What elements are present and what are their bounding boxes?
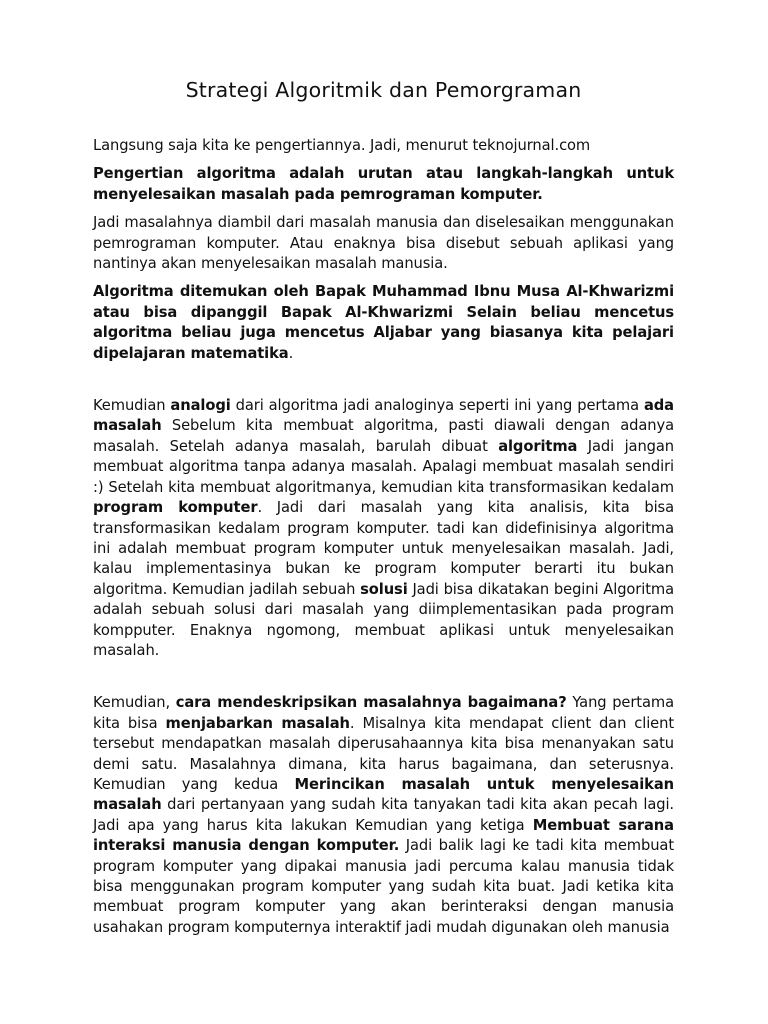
bold-text-run: algoritma	[498, 437, 578, 455]
document-body	[93, 136, 674, 938]
bold-text-run: Algoritma ditemukan oleh Bapak Muhammad Ibnu Musa Al-Khwarizmi atau bisa dipanggil Bapak Al-Khwarizmi Selain beliau mencetus algoritma beliau juga mencetus Aljabar yang biasanya kita pelajari dipelajaran matematika	[93, 283, 674, 362]
text-run: Jadi jangan membuat algoritma tanpa adanya masalah. Apalagi membuat masalah sendiri :) Setelah kita membuat algoritmanya, kemudian kita transformasikan kedalam	[93, 437, 674, 496]
text-run: .	[288, 344, 294, 362]
bold-text-run: cara mendeskripsikan masalahnya bagaimana?	[175, 694, 567, 712]
text-run: Yang pertama kita bisa	[93, 694, 674, 732]
paragraph-problem	[93, 213, 674, 274]
text-run: dari pertanyaan yang sudah kita tanyakan tadi kita akan pecah lagi. Jadi apa yang harus kita lakukan Kemudian yang ketiga	[93, 796, 674, 834]
paragraph-history	[93, 282, 674, 364]
text-run: Sebelum kita membuat algoritma, pasti diawali dengan adanya masalah. Setelah adanya masalah, barulah dibuat	[93, 417, 674, 455]
text-run: Kemudian	[93, 397, 171, 415]
text-run: . Jadi dari masalah yang kita analisis, kita bisa transformasikan kedalam program komputer. tadi kan didefinisinya algoritma ini adalah membuat program komputer untuk menyelesaikan masalah. Jadi, kalau implementasinya bukan ke program komputer berarti itu bukan algoritma. Kemudian jadilah sebuah	[93, 499, 675, 598]
bold-text-run: Membuat sarana interaksi manusia dengan komputer.	[93, 816, 674, 855]
paragraph-deskripsi	[93, 693, 674, 938]
text-run: Jadi balik lagi ke tadi kita membuat program komputer yang dipakai manusia jadi percuma kalau manusia tidak bisa menggunakan program komputer yang sudah kita buat. Jadi ketika kita membuat program komputer yang akan berinteraksi dengan manusia usahakan program komputernya interaktif jadi mudah digunakan oleh manusia	[93, 837, 674, 936]
text-run: dari algoritma jadi analoginya seperti ini yang pertama	[230, 397, 644, 415]
text-run: Kemudian,	[93, 694, 176, 712]
bold-text-run: solusi	[360, 580, 408, 598]
paragraph-intro	[93, 136, 674, 156]
bold-text-run: Pengertian algoritma adalah urutan atau langkah-langkah untuk menyelesaikan masalah pada pemrograman komputer.	[93, 165, 674, 203]
bold-text-run: Merincikan masalah untuk menyelesaikan masalah	[93, 775, 675, 814]
text-run: Jadi masalahnya diambil dari masalah manusia dan diselesaikan menggunakan pemrograman komputer. Atau enaknya bisa disebut sebuah aplikasi yang nantinya akan menyelesaikan masalah manusia.	[93, 214, 674, 273]
paragraph-def	[93, 164, 674, 205]
text-run: . Misalnya kita mendapat client dan client tersebut mendapatkan masalah diperusahaannya kita bisa menanyakan satu demi satu. Masalahnya dimana, kita harus bagaimana, dan seterusnya. Kemudian yang kedua	[93, 714, 674, 793]
bold-text-run: ada masalah	[93, 397, 674, 435]
bold-text-run: menjabarkan masalah	[165, 714, 350, 732]
bold-text-run: program komputer	[93, 499, 258, 517]
document-title: Strategi Algoritmik dan Pemorgraman	[185, 78, 582, 102]
text-run: Jadi bisa dikatakan begini Algoritma adalah sebuah solusi dari masalah yang diimplementasikan pada program kompputer. Enaknya ngomong, membuat aplikasi untuk menyelesaikan masalah.	[93, 580, 674, 659]
text-run: Langsung saja kita ke pengertiannya. Jadi, menurut teknojurnal.com	[93, 137, 591, 154]
bold-text-run: analogi	[170, 397, 231, 415]
paragraph-analogi	[93, 396, 674, 661]
